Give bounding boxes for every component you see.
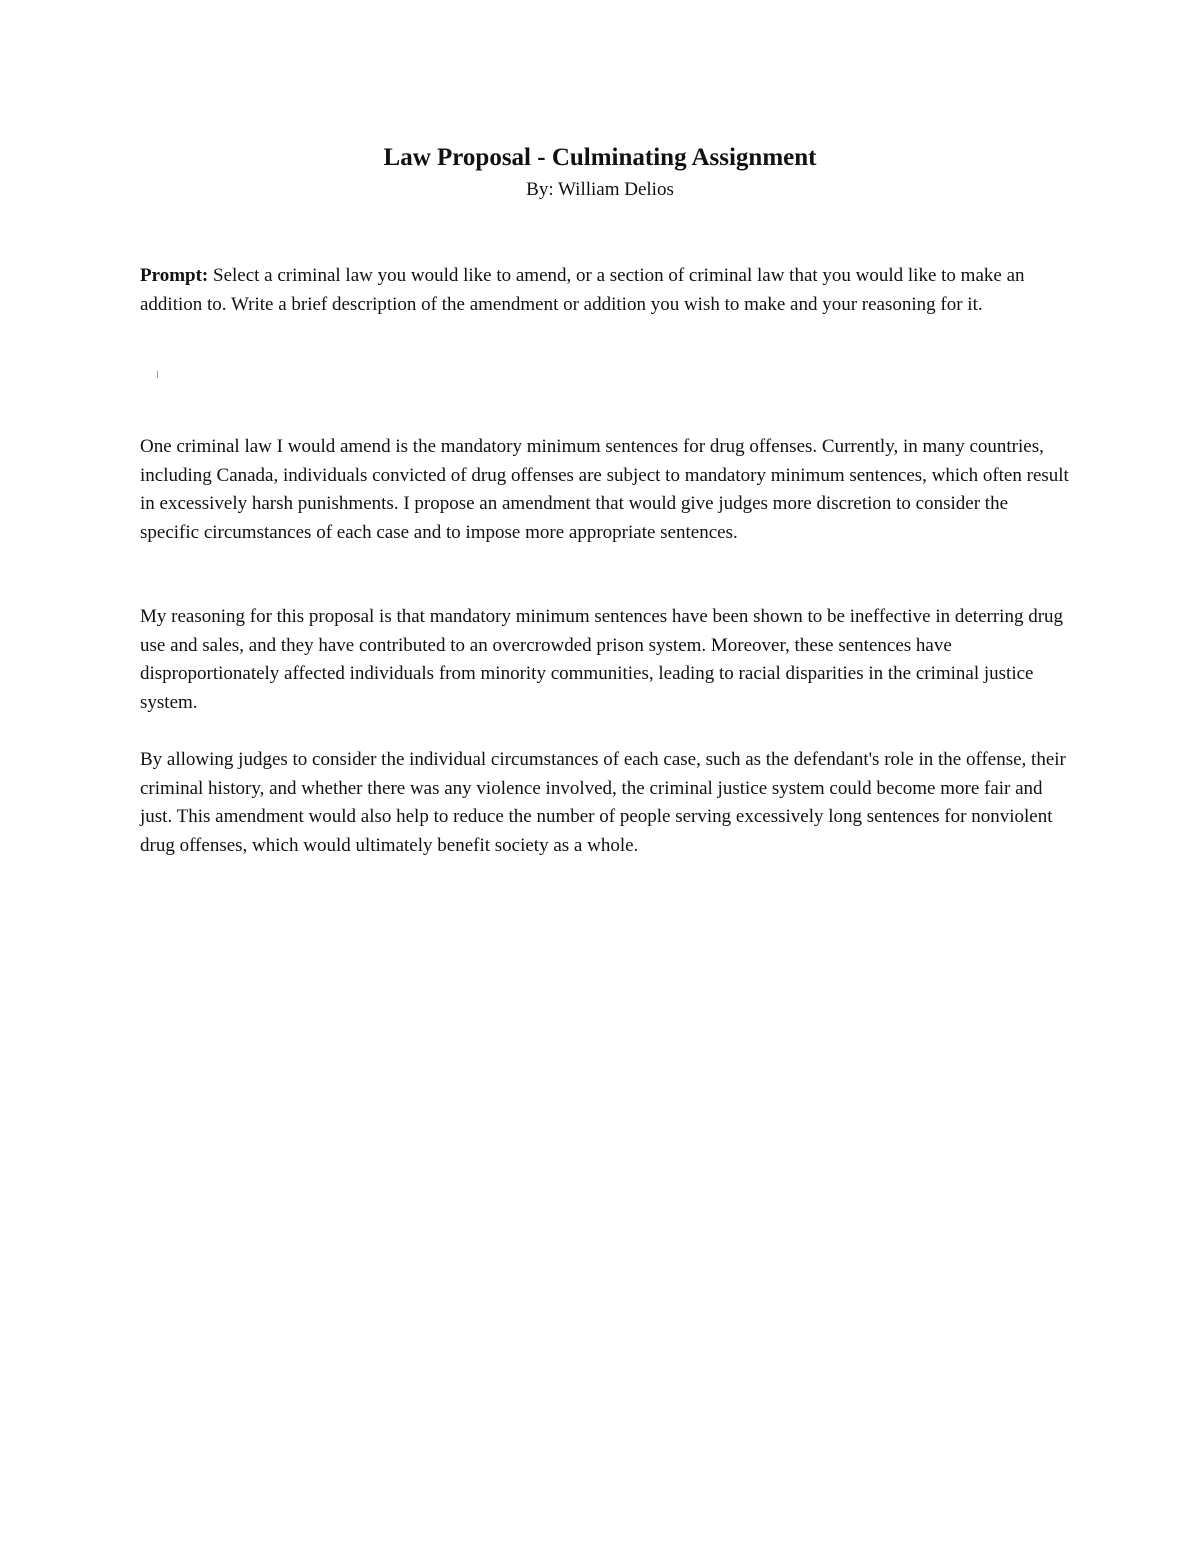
prompt-paragraph [140,262,1070,319]
body-paragraph-3: By allowing judges to consider the individual circumstances of each case, such as the defendant's role in the offense, their criminal history, and whether there was any violence involved, the criminal justice system could become more fair and just. This amendment would also help to reduce the number of people serving excessively long sentences for nonviolent drug offenses, which would ultimately benefit society as a whole. [140,749,1066,856]
body-paragraph-2: My reasoning for this proposal is that mandatory minimum sentences have been shown to be ineffective in deterring drug use and sales, and they have contributed to an overcrowded prison system. Moreover, these sentences have disproportionately affected individuals from minority communities, leading to racial disparities in the criminal justice system. [140,606,1064,713]
document-title: Law Proposal - Culminating Assignment [383,144,817,171]
prompt-text: Select a criminal law you would like to amend, or a section of criminal law that you would like to make an addition to. Write a brief description of the amendment or addition you wish to make and your reasoning for it. [140,265,1025,315]
document-byline: By: William Delios [526,179,674,200]
body-paragraph-1: One criminal law I would amend is the mandatory minimum sentences for drug offenses. Currently, in many countries, including Canada, individuals convicted of drug offenses are subject to mandatory minimum sentences, which often result in excessively harsh punishments. I propose an amendment that would give judges more discretion to consider the specific circumstances of each case and to impose more appropriate sentences. [140,436,1069,543]
prompt-label: Prompt: [140,265,209,286]
stray-mark [157,371,158,378]
